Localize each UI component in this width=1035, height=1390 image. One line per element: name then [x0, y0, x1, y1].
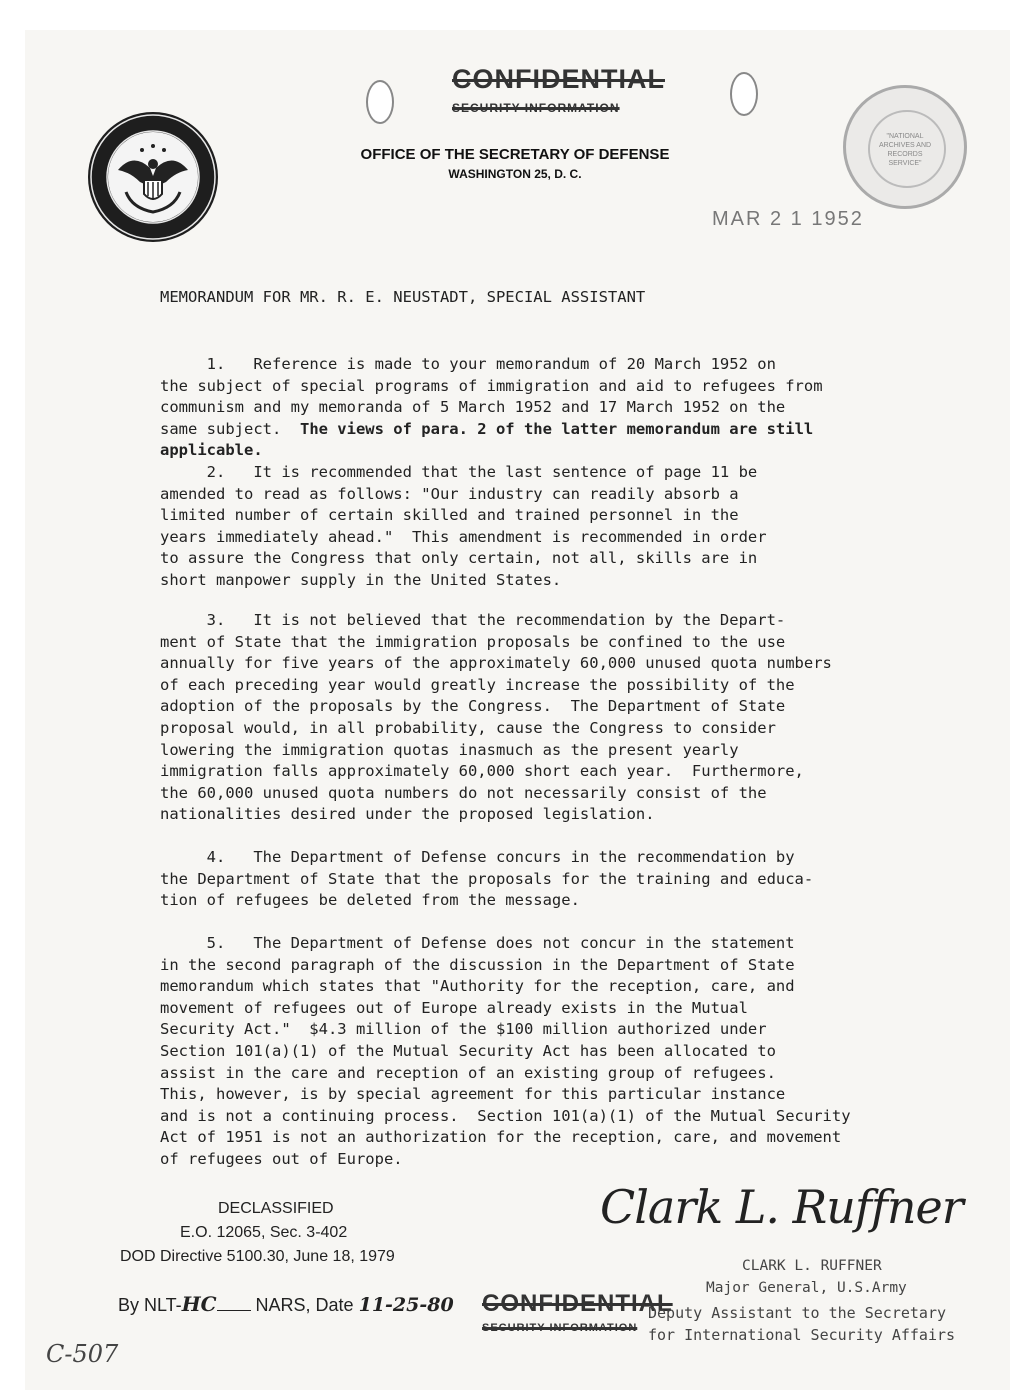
letterhead-address: WASHINGTON 25, D. C. — [448, 167, 582, 181]
signer-title-2: for International Security Affairs — [648, 1326, 956, 1344]
memo-paragraph-1-text: 1. Reference is made to your memorandum of 20 March 1952 on the subject of special programs of immigration and aid to refugees from communism and my memoranda of 5 March 1952 and 17 March 1952 on the same subject. — [160, 355, 823, 438]
declassified-eo: E.O. 12065, Sec. 3-402 — [180, 1224, 348, 1241]
declassified-date: 11-25-80 — [358, 1294, 454, 1316]
memo-paragraph-3: 3. It is not believed that the recommendation by the Depart- ment of State that the immigration proposals be confined to the use annually for five years of the approximately 60,000 unused quota numbers of each preceding year would greatly increase the possibility of the adoption of the proposals by the Congress. The Department of State proposal would, in all probability, cause the Congress to consider lowering the immigration quotas inasmuch as the present yearly immigration falls approximately 60,000 short each year. Furthermore, the 60,000 unused quota numbers do not necessarily consist of the nationalities desired under the proposed legislation. — [160, 611, 832, 824]
punch-hole-right — [730, 72, 758, 116]
memo-paragraph-1-bold-text: The views of para. 2 of the latter memorandum are still applicable. — [160, 419, 814, 460]
memo-paragraph-4: 4. The Department of Defense concurs in the recommendation by the Department of State that the proposals for the training and educa- tion of refugees be deleted from the message. — [160, 848, 814, 910]
memo-addressee: MEMORANDUM FOR MR. R. E. NEUSTADT, SPECIAL ASSISTANT — [160, 288, 646, 306]
declassified-nars-label: NARS, Date — [255, 1295, 354, 1315]
letterhead-office: OFFICE OF THE SECRETARY OF DEFENSE — [360, 146, 670, 163]
declassified-directive: DOD Directive 5100.30, June 18, 1979 — [120, 1248, 395, 1265]
bottom-classification-stamp: CONFIDENTIAL — [482, 1290, 673, 1317]
top-classification-sub-stamp: SECURITY INFORMATION — [452, 101, 620, 115]
declassified-by-initials: HC — [181, 1292, 217, 1316]
memo-paragraph-2: 2. It is recommended that the last sentence of page 11 be amended to read as follows: "Our industry can readily absorb a limited number of certain skilled and trained personnel in the years immediately ahead." This amendment is recommended in order to assure the Congress that only certain, not all, skills are in short manpower supply in the United States. — [160, 463, 767, 589]
declassified-label: DECLASSIFIED — [218, 1200, 334, 1217]
signer-rank: Major General, U.S.Army — [706, 1280, 907, 1296]
file-number: C-507 — [46, 1340, 119, 1368]
bottom-classification-sub-stamp: SECURITY INFORMATION — [482, 1322, 638, 1334]
top-classification-stamp: CONFIDENTIAL — [452, 64, 665, 94]
signer-title-1: Deputy Assistant to the Secretary — [648, 1304, 947, 1322]
department-of-defense-seal-icon — [88, 112, 218, 242]
library-stamp-center-text: "NATIONAL ARCHIVES AND RECORDS SERVICE" — [878, 133, 932, 167]
received-date-stamp: MAR 2 1 1952 — [712, 208, 864, 230]
library-stamp-icon — [843, 85, 967, 209]
punch-hole-left — [366, 80, 394, 124]
memo-paragraph-5: 5. The Department of Defense does not concur in the statement in the second paragraph of the discussion in the Department of State memorandum which states that "Authority for the reception, care, and movement of refugees out of Europe already exists in the Mutual Security Act." $4.3 million of the $100 million authorized under Section 101(a)(1) of the Mutual Security Act has been allocated to assist in the care and reception of an existing group of refugees. This, however, is by special agreement for this particular instance and is not a continuing process. Section 101(a)(1) of the Mutual Security Act of 1951 is not an authorization for the reception, care, and movement of refugees out of Europe. — [160, 934, 851, 1168]
memo-paragraph-1 — [160, 354, 920, 462]
declassified-by-label: By NLT- — [118, 1295, 182, 1315]
declassified-by-line — [118, 1292, 454, 1316]
handwritten-signature: Clark L. Ruffner — [600, 1180, 963, 1234]
signer-name: CLARK L. RUFFNER — [742, 1258, 882, 1274]
